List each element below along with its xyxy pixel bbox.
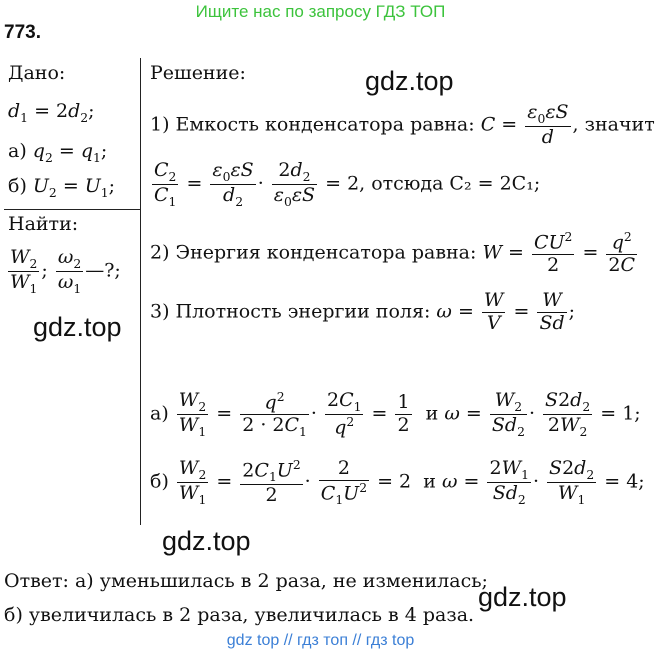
- step-1: 1) Емкость конденсатора равна: C = $\frac{\varepsilon_0\varepsilon S}{d}$ , значит: [150, 101, 655, 148]
- case-a: а) $\frac{W_2}{W_1}$ = $\frac{q^2}{2 \cdot 2C_1}$ · $\frac{2C_1}{q^2}$ = $\frac{1}{2}$ и ω = $\frac{W_2}{Sd_2}$ · $\frac{S2d_2}{2W_2}$ = 1;: [150, 389, 641, 439]
- find-title: Найти:: [8, 213, 79, 235]
- find-expr: $\frac{W_2}{W_1}$ ; $\frac{\omega_2}{\omega_1}$ —?;: [10, 246, 121, 296]
- problem-number: 773.: [4, 22, 41, 43]
- step-3: 3) Плотность энергии поля: ω = $\frac{W}{V}$ = $\frac{W}{Sd}$ ;: [150, 289, 576, 334]
- answer-line-1: Ответ: а) уменьшилась в 2 раза, не изменилась;: [4, 570, 488, 592]
- watermark: gdz.top: [33, 312, 122, 342]
- watermark: gdz.top: [478, 582, 567, 612]
- solution-title: Решение:: [150, 62, 246, 84]
- step-2: 2) Энергия конденсатора равна: W = $\frac{CU^2}{2}$ = $\frac{q^2}{2C}$: [150, 230, 636, 277]
- watermark: gdz.top: [365, 66, 454, 96]
- given-line-3: б) $U_2 = U_1$;: [8, 175, 116, 200]
- divider-vertical: [140, 58, 141, 525]
- watermark: gdz.top: [162, 526, 251, 556]
- divider-horizontal: [4, 209, 140, 210]
- given-line-1: $d_1 = 2d_2$;: [8, 100, 95, 125]
- step-1b: $\frac{C_2}{C_1}$ = $\frac{\varepsilon_0\varepsilon S}{d_2}$ · $\frac{2d_2}{\varepsilon_0\varepsilon S}$ = 2, отсюда C₂ = 2C₁;: [154, 159, 541, 209]
- case-b: б) $\frac{W_2}{W_1}$ = $\frac{2C_1U^2}{2}$ · $\frac{2}{C_1U^2}$ = 2 и ω = $\frac{2W_1}{Sd_2}$ · $\frac{S2d_2}{W_1}$ = 4;: [150, 457, 645, 507]
- banner: Ищите нас по запросу ГДЗ ТОП: [195, 2, 446, 21]
- given-title: Дано:: [8, 62, 66, 84]
- footer: gdz top // гдз топ // гдз top: [226, 632, 415, 649]
- answer-line-2: б) увеличилась в 2 раза, увеличилась в 4 раза.: [4, 604, 475, 626]
- given-line-2: а) $q_2 = q_1$;: [8, 140, 108, 165]
